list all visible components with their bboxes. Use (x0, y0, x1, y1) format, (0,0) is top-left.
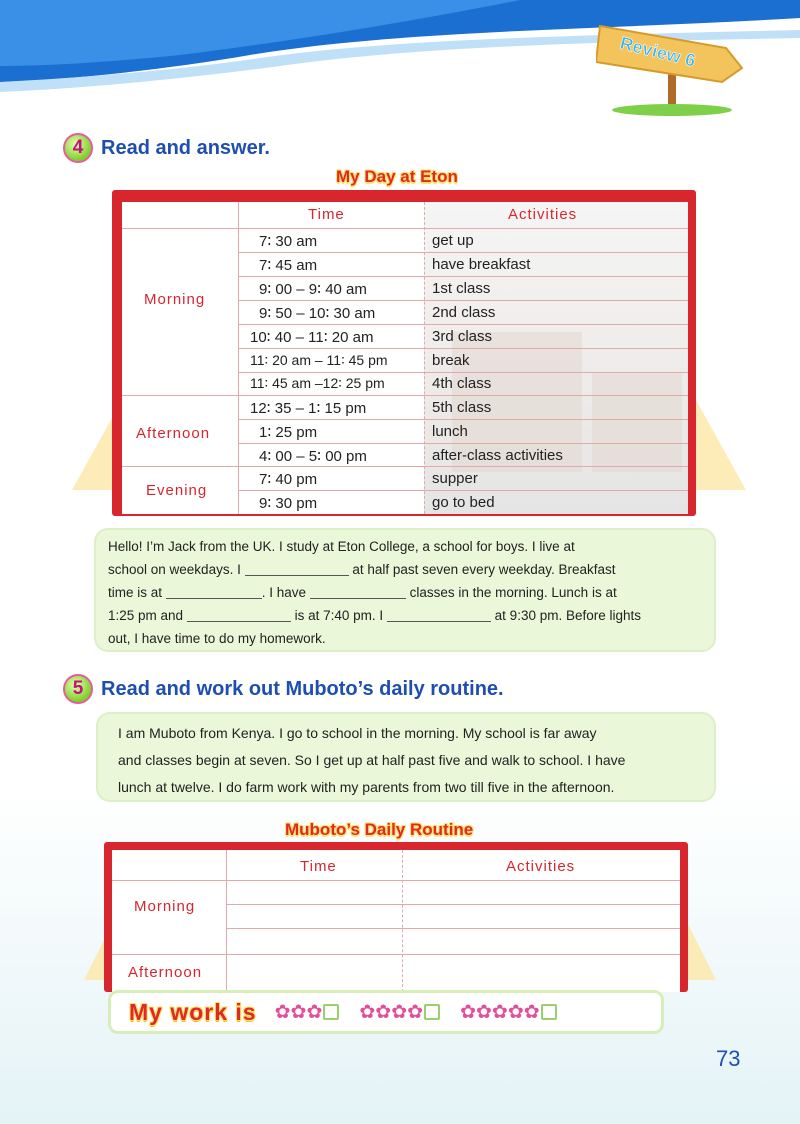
section-5-number: 5 (63, 674, 93, 704)
eton-col-time: Time (308, 206, 345, 223)
jack-passage-line: Hello! I’m Jack from the UK. I study at Eton College, a school for boys. I live at (108, 539, 575, 554)
eton-table-title: My Day at Eton (336, 167, 458, 186)
eton-row-time: 12∶ 35 – 1∶ 15 pm (250, 400, 367, 417)
rating-checkbox-4[interactable] (424, 1004, 440, 1020)
muboto-table-title: Muboto’s Daily Routine (285, 820, 474, 839)
my-work-label: My work is (129, 998, 257, 1025)
eton-period-morning: Morning (144, 291, 206, 308)
eton-row-time: 7∶ 45 am (259, 257, 318, 274)
section-5-heading (63, 674, 504, 704)
eton-row-activity: 4th class (432, 375, 492, 392)
rating-five-flowers (460, 1001, 557, 1024)
eton-row-activity: go to bed (432, 494, 495, 511)
eton-row-time: 7∶ 30 am (259, 233, 318, 250)
muboto-col-activities: Activities (506, 858, 576, 875)
eton-row-time: 4∶ 00 – 5∶ 00 pm (259, 448, 367, 465)
muboto-passage-line: I am Muboto from Kenya. I go to school in the morning. My school is far away (118, 725, 597, 741)
eton-row-time: 9∶ 50 – 10∶ 30 am (259, 305, 376, 322)
rating-checkbox-5[interactable] (541, 1004, 557, 1020)
eton-row-time: 1∶ 25 pm (259, 424, 318, 441)
eton-row-activity: get up (432, 232, 474, 249)
section-4-heading (63, 133, 270, 163)
muboto-passage-line: lunch at twelve. I do farm work with my parents from two till five in the afternoon. (118, 779, 615, 795)
answer-blank-1[interactable] (245, 562, 349, 576)
eton-row-time: 11∶ 45 am –12∶ 25 pm (250, 375, 385, 391)
muboto-period-morning: Morning (134, 898, 196, 915)
eton-row-activity: after-class activities (432, 447, 563, 464)
answer-blank-4[interactable] (187, 608, 291, 622)
muboto-routine-table (104, 842, 688, 992)
eton-row-time: 7∶ 40 pm (259, 471, 318, 488)
muboto-passage (98, 714, 714, 800)
muboto-col-time: Time (300, 858, 337, 875)
eton-period-evening: Evening (146, 482, 208, 499)
answer-blank-2[interactable] (166, 585, 262, 599)
eton-row-activity: 5th class (432, 399, 492, 416)
eton-row-time: 10∶ 40 – 11∶ 20 am (250, 329, 374, 346)
eton-period-afternoon: Afternoon (136, 425, 211, 442)
eton-row-activity: 1st class (432, 280, 491, 297)
flower-icon: ✿✿✿ (274, 1001, 323, 1023)
rating-checkbox-3[interactable] (323, 1004, 339, 1020)
eton-schedule-table (112, 190, 696, 516)
jack-passage-line: out, I have time to do my homework. (108, 631, 326, 646)
eton-col-activities: Activities (508, 206, 578, 223)
section-4-number: 4 (63, 133, 93, 163)
muboto-morning-time-cell[interactable] (228, 882, 400, 952)
section-5-title: Read and work out Muboto’s daily routine. (101, 677, 504, 700)
muboto-period-afternoon: Afternoon (128, 964, 203, 981)
eton-row-activity: 3rd class (432, 328, 493, 345)
eton-row-activity: break (432, 352, 470, 369)
review-badge-text: Review 6 (617, 32, 698, 71)
eton-row-activity: supper (432, 470, 478, 487)
flower-icon: ✿✿✿✿✿ (460, 1001, 540, 1023)
rating-four-flowers (359, 1001, 440, 1024)
muboto-passage-line: and classes begin at seven. So I get up at half past five and walk to school. I have (118, 752, 626, 768)
eton-row-time: 9∶ 00 – 9∶ 40 am (259, 281, 367, 298)
jack-passage (96, 530, 714, 650)
eton-row-activity: have breakfast (432, 256, 531, 273)
self-assessment-bar (108, 990, 664, 1034)
rating-three-flowers (275, 1001, 340, 1024)
page-number: 73 (716, 1046, 741, 1071)
jack-passage-line: 1:25 pm and is at 7:40 pm. I at 9:30 pm. Before lights (108, 608, 642, 623)
muboto-afternoon-time-cell[interactable] (228, 956, 400, 990)
muboto-morning-activity-cell[interactable] (404, 882, 678, 952)
eton-row-time: 11∶ 20 am – 11∶ 45 pm (250, 352, 388, 368)
muboto-afternoon-activity-cell[interactable] (404, 956, 678, 990)
flower-icon: ✿✿✿✿ (359, 1001, 424, 1023)
answer-blank-3[interactable] (310, 585, 406, 599)
review-signpost (596, 18, 746, 118)
section-4-title: Read and answer. (101, 136, 270, 159)
eton-row-time: 9∶ 30 pm (259, 495, 318, 512)
jack-passage-line: time is at . I have classes in the morning. Lunch is at (108, 585, 617, 600)
eton-row-activity: 2nd class (432, 304, 496, 321)
answer-blank-5[interactable] (387, 608, 491, 622)
jack-passage-line: school on weekdays. I at half past seven every weekday. Breakfast (108, 562, 616, 577)
eton-row-activity: lunch (432, 423, 468, 440)
